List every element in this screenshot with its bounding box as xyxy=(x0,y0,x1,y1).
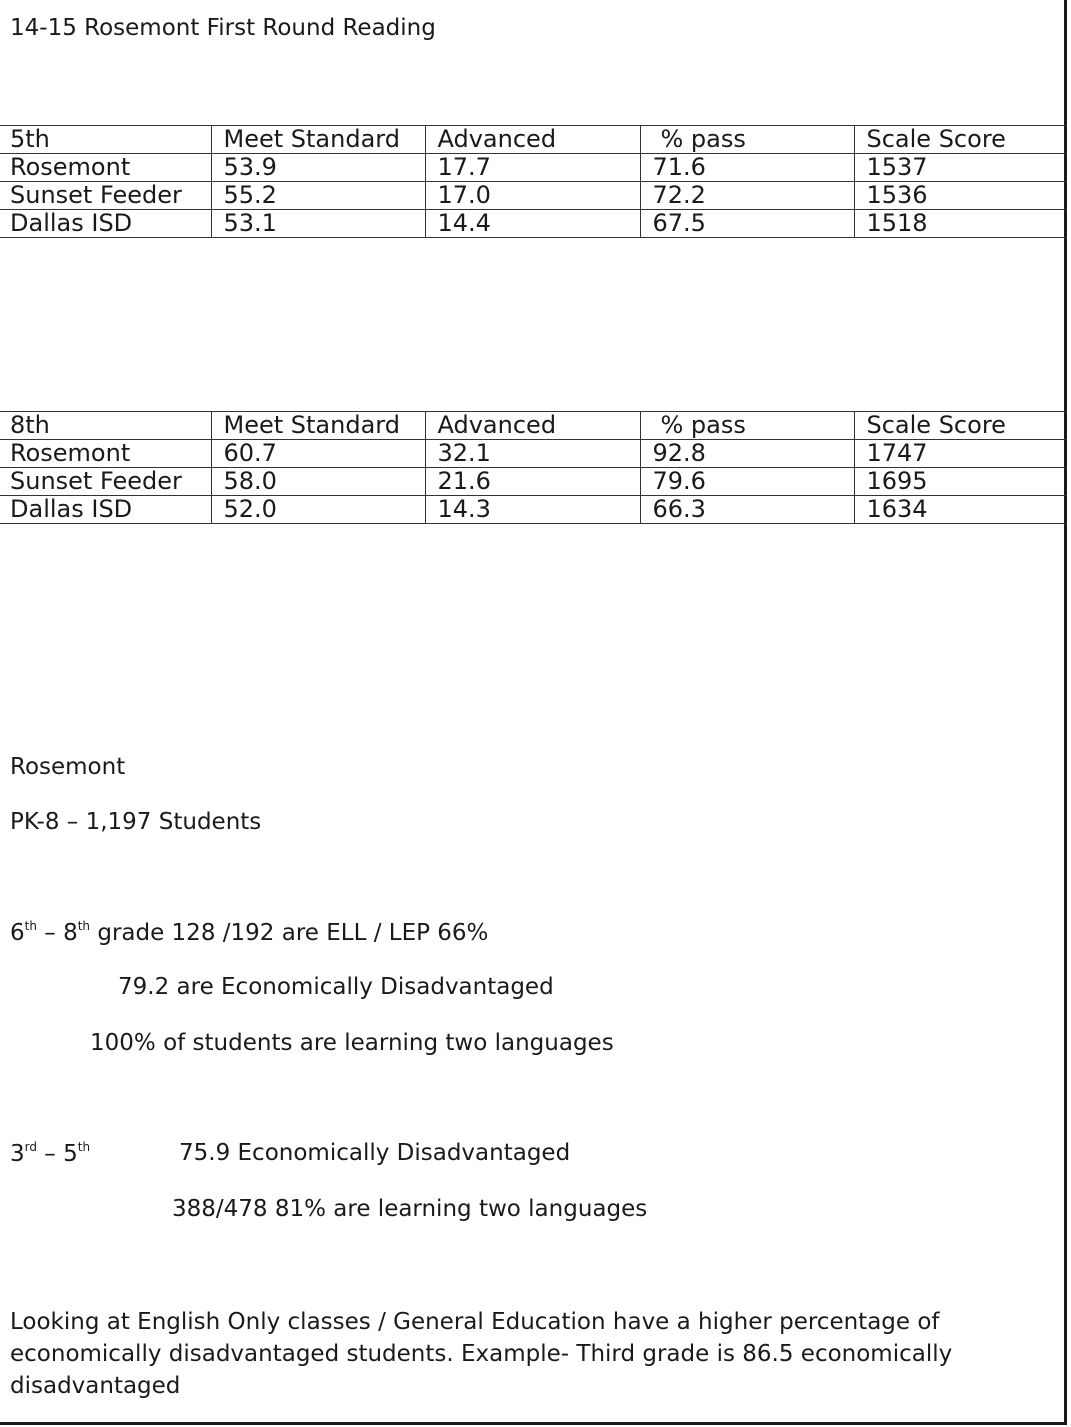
cell-scale: 1536 xyxy=(854,182,1067,210)
cell-scale: 1634 xyxy=(854,496,1067,524)
note-paragraph: Looking at English Only classes / General Education have a higher percentage of economically disadvantaged students. Example- Third grade is 86.5 economically disadvantaged xyxy=(10,1309,953,1399)
table-row xyxy=(0,496,1067,524)
document-title: 14-15 Rosemont First Round Reading xyxy=(10,15,436,41)
col-header-meet: Meet Standard xyxy=(211,412,425,440)
cell-meet: 60.7 xyxy=(211,440,425,468)
grade-separator: – xyxy=(36,920,64,946)
row-name: Sunset Feeder xyxy=(0,182,211,210)
row-name: Sunset Feeder xyxy=(0,468,211,496)
cell-meet: 52.0 xyxy=(211,496,425,524)
col-header-advanced: Advanced xyxy=(425,412,640,440)
elementary-grade-range xyxy=(10,1140,90,1167)
row-name: Dallas ISD xyxy=(0,496,211,524)
grade-to: 8 xyxy=(63,920,78,946)
col-header-scale: Scale Score xyxy=(854,412,1067,440)
table-header-row xyxy=(0,412,1067,440)
table-row xyxy=(0,210,1067,238)
cell-pass: 72.2 xyxy=(640,182,854,210)
grade-to-suffix: th xyxy=(77,919,91,933)
cell-scale: 1695 xyxy=(854,468,1067,496)
grade-from: 6 xyxy=(10,920,25,946)
grade-separator: – xyxy=(36,1141,64,1167)
ell-text: grade 128 /192 are ELL / LEP 66% xyxy=(90,920,489,946)
cell-meet: 53.9 xyxy=(211,154,425,182)
cell-scale: 1518 xyxy=(854,210,1067,238)
table-row xyxy=(0,182,1067,210)
elementary-languages-text: 388/478 81% are learning two languages xyxy=(172,1196,648,1222)
grade-from-suffix: rd xyxy=(24,1140,37,1154)
table-row xyxy=(0,440,1067,468)
grade-to-suffix: th xyxy=(77,1140,91,1154)
cell-advanced: 14.4 xyxy=(425,210,640,238)
middle-languages-text: 100% of students are learning two languages xyxy=(90,1030,614,1056)
cell-advanced: 17.0 xyxy=(425,182,640,210)
page-border-bottom xyxy=(0,1422,1067,1425)
elementary-econ-text: 75.9 Economically Disadvantaged xyxy=(179,1140,571,1166)
cell-meet: 55.2 xyxy=(211,182,425,210)
col-header-advanced: Advanced xyxy=(425,126,640,154)
cell-pass: 92.8 xyxy=(640,440,854,468)
cell-pass: 71.6 xyxy=(640,154,854,182)
school-name: Rosemont xyxy=(10,754,126,780)
table-header-row xyxy=(0,126,1067,154)
col-header-pass: % pass xyxy=(640,412,854,440)
cell-scale: 1537 xyxy=(854,154,1067,182)
grade-label: 8th xyxy=(0,412,211,440)
middle-ell-line xyxy=(10,919,488,946)
cell-meet: 53.1 xyxy=(211,210,425,238)
col-header-pass: % pass xyxy=(640,126,854,154)
cell-advanced: 14.3 xyxy=(425,496,640,524)
cell-advanced: 17.7 xyxy=(425,154,640,182)
table-row xyxy=(0,154,1067,182)
row-name: Dallas ISD xyxy=(0,210,211,238)
row-name: Rosemont xyxy=(0,440,211,468)
row-name: Rosemont xyxy=(0,154,211,182)
cell-pass: 66.3 xyxy=(640,496,854,524)
eighth-grade-table xyxy=(0,411,1067,524)
fifth-grade-table xyxy=(0,125,1067,238)
cell-scale: 1747 xyxy=(854,440,1067,468)
cell-pass: 67.5 xyxy=(640,210,854,238)
cell-advanced: 21.6 xyxy=(425,468,640,496)
grade-label: 5th xyxy=(0,126,211,154)
grade-to: 5 xyxy=(63,1141,78,1167)
enrollment-text: PK-8 – 1,197 Students xyxy=(10,809,262,835)
col-header-meet: Meet Standard xyxy=(211,126,425,154)
grade-from: 3 xyxy=(10,1141,25,1167)
table-row xyxy=(0,468,1067,496)
cell-pass: 79.6 xyxy=(640,468,854,496)
cell-meet: 58.0 xyxy=(211,468,425,496)
middle-econ-text: 79.2 are Economically Disadvantaged xyxy=(118,974,554,1000)
col-header-scale: Scale Score xyxy=(854,126,1067,154)
cell-advanced: 32.1 xyxy=(425,440,640,468)
grade-from-suffix: th xyxy=(24,919,37,933)
